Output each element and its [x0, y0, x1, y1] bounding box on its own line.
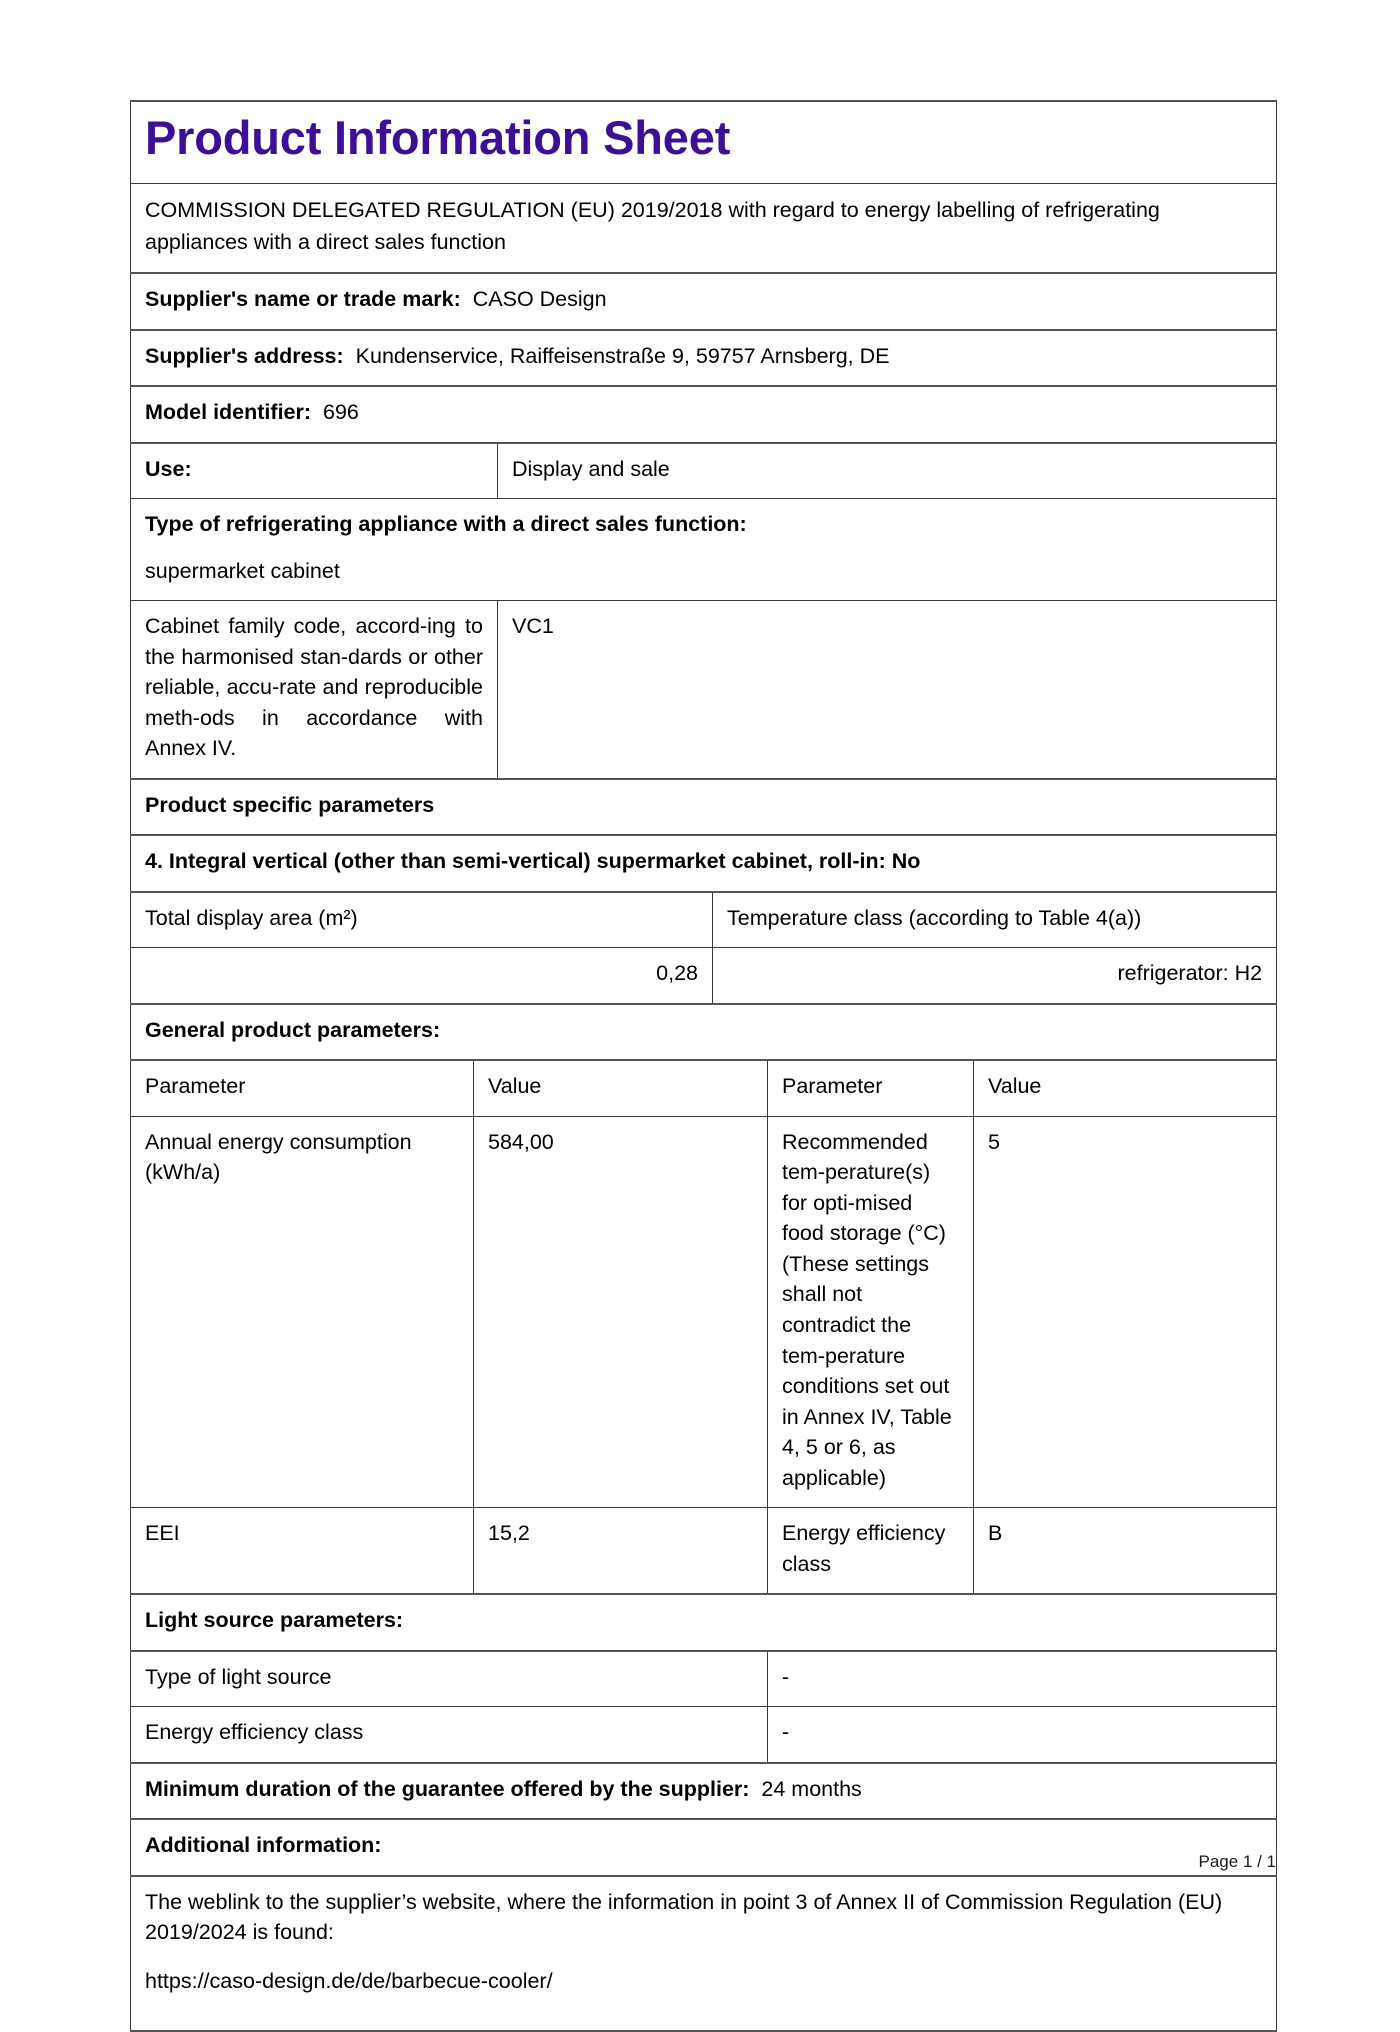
model-identifier-row [131, 386, 1277, 443]
eei-label: EEI [145, 1521, 180, 1546]
weblink-row [131, 1876, 1277, 2032]
guarantee-value: 24 months [761, 1776, 862, 1801]
page-number: Page 1 / 1 [1198, 1852, 1276, 1871]
light-source-type-value: - [782, 1664, 790, 1689]
eei-value: 15,2 [488, 1521, 530, 1546]
use-row [131, 443, 1277, 499]
use-value-cell [498, 443, 1277, 499]
supplier-name-cell [131, 273, 1277, 330]
display-area-value-cell [131, 948, 713, 1004]
table-row [131, 1651, 1277, 1707]
recommended-temperature-value: 5 [988, 1129, 1000, 1154]
energy-efficiency-class-value: B [988, 1521, 1003, 1546]
guarantee-label: Minimum duration of the guarantee offered by the supplier: [145, 1776, 750, 1801]
temperature-class-label: Temperature class (according to Table 4(a)) [727, 905, 1142, 930]
general-header-label-1: Parameter [145, 1074, 246, 1099]
annual-energy-value-cell [474, 1116, 768, 1507]
recommended-temperature-label-cell [768, 1116, 974, 1507]
general-parameters-heading-row [131, 1004, 1277, 1061]
cabinet-family-label-cell [131, 601, 498, 779]
appliance-type-label: Type of refrigerating appliance with a direct sales function: [145, 512, 747, 537]
energy-efficiency-class-label: Energy efficiency class [782, 1521, 946, 1576]
appliance-type-cell [131, 499, 1277, 601]
appliance-type-row [131, 499, 1277, 601]
general-parameters-heading-cell [131, 1004, 1277, 1061]
page-footer [130, 1852, 1276, 1872]
light-source-type-label: Type of light source [145, 1664, 332, 1689]
product-category-label: 4. Integral vertical (other than semi-vertical) supermarket cabinet, roll-in: No [145, 849, 921, 874]
product-category-row [131, 835, 1277, 892]
display-area-label: Total display area (m²) [145, 905, 358, 930]
table-row [131, 1116, 1277, 1507]
light-source-class-value: - [782, 1720, 790, 1745]
general-header-label-2: Value [488, 1074, 542, 1099]
cabinet-family-value-cell [498, 601, 1277, 779]
annual-energy-value: 584,00 [488, 1129, 554, 1154]
subtitle-cell [131, 183, 1277, 273]
table-row [131, 1707, 1277, 1763]
temperature-class-value-cell [713, 948, 1277, 1004]
appliance-type-value: supermarket cabinet [145, 558, 340, 583]
light-source-heading: Light source parameters: [145, 1608, 404, 1633]
general-parameters-header-row [131, 1060, 1277, 1116]
use-label: Use: [145, 456, 192, 481]
annual-energy-label: Annual energy consumption (kWh/a) [145, 1129, 412, 1185]
eei-value-cell [474, 1508, 768, 1595]
general-header-label-3: Parameter [782, 1074, 883, 1099]
cabinet-family-label: Cabinet family code, accord-​ing to the harmonised stan-​dards or other reliable, accu-​rate and reproducible meth-​ods in accordance with Annex IV. [145, 614, 483, 761]
weblink-cell [131, 1876, 1277, 2032]
display-area-value: 0,28 [656, 961, 698, 986]
product-specific-heading: Product specific parameters [145, 792, 435, 817]
cabinet-family-value: VC1 [512, 614, 554, 639]
general-header-value-1 [474, 1060, 768, 1116]
recommended-temperature-value-cell [974, 1116, 1277, 1507]
product-information-sheet-table [130, 100, 1277, 2032]
display-area-label-cell [131, 892, 713, 948]
general-header-parameter-2 [768, 1060, 974, 1116]
subtitle-row [131, 183, 1277, 273]
supplier-name-label: Supplier's name or trade mark: [145, 287, 461, 312]
use-label-cell [131, 443, 498, 499]
temperature-class-value: refrigerator: H2 [1117, 961, 1263, 986]
model-identifier-value: 696 [323, 400, 359, 425]
general-header-value-2 [974, 1060, 1277, 1116]
general-parameters-heading: General product parameters: [145, 1017, 441, 1042]
temperature-class-label-cell [713, 892, 1277, 948]
guarantee-cell [131, 1763, 1277, 1820]
supplier-name-value: CASO Design [472, 287, 607, 312]
product-specific-heading-row [131, 779, 1277, 836]
regulation-subtitle: COMMISSION DELEGATED REGULATION (EU) 2019/2018 with regard to energy labelling of refrigerating appliances with a direct sales function [145, 197, 1160, 254]
product-category-cell [131, 835, 1277, 892]
annual-energy-label-cell [131, 1116, 474, 1507]
eei-label-cell [131, 1508, 474, 1595]
light-source-type-label-cell [131, 1651, 768, 1707]
additional-information-heading: Additional information: [145, 1833, 382, 1858]
light-source-type-value-cell [768, 1651, 1277, 1707]
weblink-url[interactable]: https://caso-design.de/de/barbecue-cooler/ [145, 1968, 553, 1993]
model-identifier-cell [131, 386, 1277, 443]
light-source-heading-row [131, 1594, 1277, 1651]
light-source-class-value-cell [768, 1707, 1277, 1763]
supplier-address-value: Kundenservice, Raiffeisenstraße 9, 59757 Arnsberg, DE [355, 343, 890, 368]
light-source-class-label: Energy efficiency class [145, 1720, 364, 1745]
supplier-address-cell [131, 330, 1277, 387]
guarantee-row [131, 1763, 1277, 1820]
cabinet-family-row [131, 601, 1277, 779]
supplier-address-label: Supplier's address: [145, 343, 344, 368]
display-area-header-row [131, 892, 1277, 948]
general-header-label-4: Value [988, 1074, 1042, 1099]
supplier-name-row [131, 273, 1277, 330]
product-specific-heading-cell [131, 779, 1277, 836]
recommended-temperature-label: Recommended tem-​perature(s) for opti-​mised food storage (°C) (These settings shall not contradict the tem-​perature conditions set out in Annex IV, Table 4, 5 or 6, as applicable) [782, 1129, 952, 1490]
display-area-value-row [131, 948, 1277, 1004]
energy-efficiency-class-value-cell [974, 1508, 1277, 1595]
energy-efficiency-class-label-cell [768, 1508, 974, 1595]
weblink-description: The weblink to the supplier’s website, where the information in point 3 of Annex II of Commission Regulation (EU) 2019/2024 is found: [145, 1889, 1223, 1945]
table-row [131, 1508, 1277, 1595]
use-value: Display and sale [512, 456, 670, 481]
light-source-heading-cell [131, 1594, 1277, 1651]
page-title: Product Information Sheet [145, 111, 731, 164]
title-cell [131, 101, 1277, 183]
supplier-address-row [131, 330, 1277, 387]
general-header-parameter-1 [131, 1060, 474, 1116]
title-row [131, 101, 1277, 183]
model-identifier-label: Model identifier: [145, 400, 312, 425]
light-source-class-label-cell [131, 1707, 768, 1763]
